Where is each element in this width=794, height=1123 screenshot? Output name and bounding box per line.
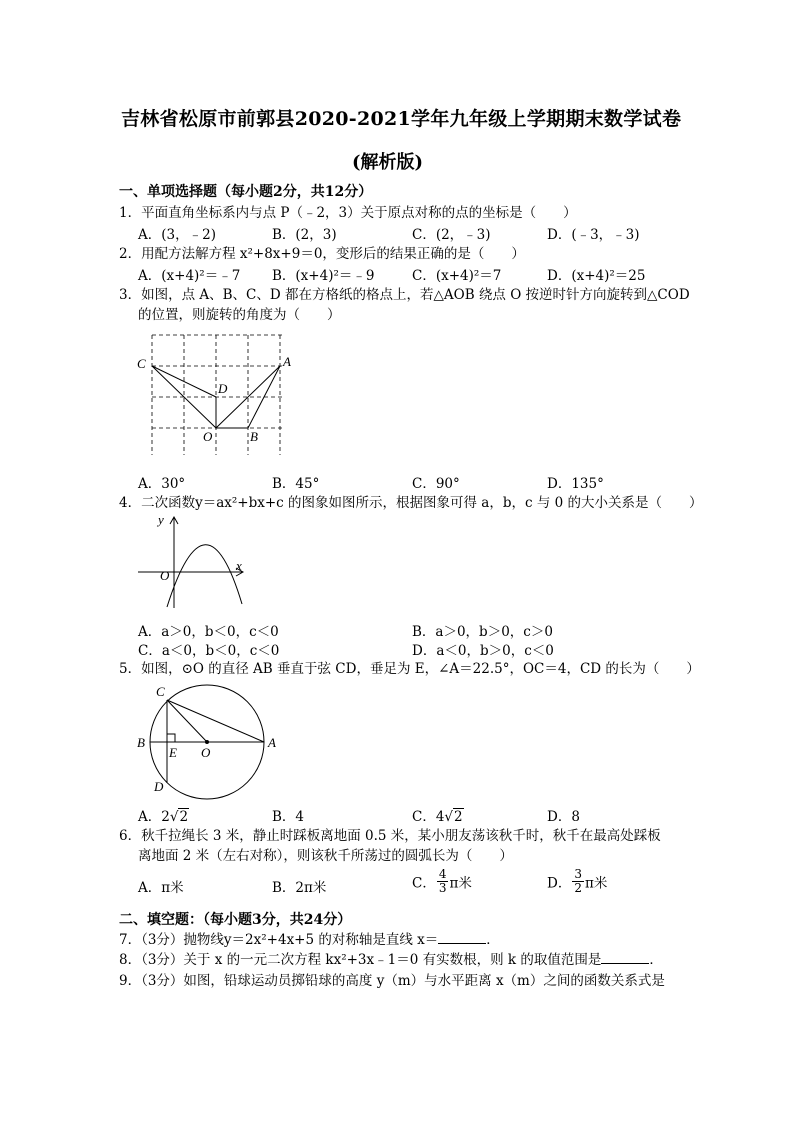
answer-blank[interactable] [601,951,649,964]
grid-label-o: O [203,429,213,444]
question-1-option-d: D．(﹣3，﹣3) [547,227,640,243]
question-3-option-a: A．30° [138,476,186,492]
question-4-parabola-figure [130,512,255,612]
option-d-label: D． [547,875,572,892]
question-5-stem: 5．如图，⊙O 的直径 AB 垂直于弦 CD，垂足为 E，∠A＝22.5°，OC＝4，CD 的长为（ ） [119,661,700,677]
question-5-circle-figure [135,682,285,802]
question-2-option-b: B．(x+4)²＝﹣9 [272,268,375,284]
document-subtitle: (解析版) [352,152,424,173]
grid-label-c: C [137,356,146,371]
circle-label-c: C [156,684,165,699]
question-4-option-c: C．a＜0，b＜0，c＜0 [138,643,280,659]
sqrt-symbol: √ [444,809,454,825]
question-4-option-a: A．a＞0，b＜0，c＜0 [138,624,279,640]
question-6-option-b: B．2π米 [272,880,327,896]
circle-label-e: E [169,745,177,760]
option-a-text: A．2 [138,809,170,825]
question-4-stem: 4．二次函数y＝ax²+bx+c 的图象如图所示，根据图象可得 a，b，c 与 0 的大小关系是（ ） [119,495,703,511]
question-1-option-a: A．(3，﹣2) [138,227,216,243]
grid-label-a: A [283,354,291,369]
option-d-unit: π米 [584,875,608,892]
fraction-numerator: 3 [574,867,582,881]
question-2-stem: 2．用配方法解方程 x²+8x+9＝0，变形后的结果正确的是（ ） [119,246,525,262]
grid-label-d: D [218,381,228,396]
question-8-end: ． [649,952,663,968]
question-6-option-d [547,868,607,895]
question-6-option-c [412,868,472,895]
circle-label-b: B [137,735,145,750]
question-5-option-a [138,805,189,825]
section-heading-1: 一、单项选择题（每小题2分，共12分） [119,184,373,200]
question-4-option-b: B．a＞0，b＞0，c＞0 [412,624,553,640]
fraction-three-halves [572,868,584,895]
option-c-text: C．4 [412,809,445,825]
origin-label: O [160,568,170,583]
circle-label-d: D [154,779,164,794]
question-5-option-b: B．4 [272,809,305,825]
question-5-option-d: D．8 [547,809,580,825]
question-4-option-d: D．a＜0，b＞0，c＜0 [412,643,554,659]
question-9-stem: 9．（3分）如图，铅球运动员掷铅球的高度 y（m）与水平距离 x（m）之间的函数关系式是 [119,973,665,989]
question-8-stem: 8．（3分）关于 x 的一元二次方程 kx²+3x﹣1＝0 有实数根，则 k 的取值范围是 [119,952,602,968]
question-2-option-c: C．(x+4)²＝7 [412,268,502,284]
question-2-option-a: A．(x+4)²＝﹣7 [138,268,241,284]
question-8 [119,951,663,969]
question-3-stem-line1: 3．如图，点 A、B、C、D 都在方格纸的格点上，若△AOB 绕点 O 按逆时针方向旋转到△COD [119,287,690,303]
option-c-label: C． [412,875,436,892]
question-3-stem-line2: 的位置，则旋转的角度为（ ） [138,307,341,323]
option-a-radicand: 2 [179,809,189,825]
fraction-numerator: 4 [438,867,447,881]
question-3-option-d: D．135° [547,476,604,492]
question-5-option-c [412,805,464,825]
question-2-option-d: D．(x+4)²＝25 [547,268,646,284]
question-1-stem: 1．平面直角坐标系内与点 P（﹣2，3）关于原点对称的点的坐标是（ ） [119,205,577,221]
question-7 [119,931,500,949]
question-3-grid-figure [130,330,300,455]
fraction-denominator: 2 [574,881,582,895]
fraction-four-thirds [437,868,449,895]
axis-label-x: x [236,558,242,573]
axis-label-y: y [158,512,164,527]
question-7-stem: 7．（3分）抛物线y＝2x²+4x+5 的对称轴是直线 x＝ [119,932,439,948]
question-1-option-b: B．(2，3) [272,227,337,243]
option-c-unit: π米 [449,875,472,892]
question-7-end: ． [486,932,500,948]
option-c-radicand: 2 [454,809,463,825]
section-heading-2: 二、填空题：（每小题3分，共24分） [119,912,352,928]
question-3-option-c: C．90° [412,476,460,492]
document-title: 吉林省松原市前郭县2020-2021学年九年级上学期期末数学试卷 [121,108,682,130]
question-6-stem-line1: 6．秋千拉绳长 3 米，静止时踩板离地面 0.5 米，某小朋友荡该秋千时，秋千在最高处踩板 [119,828,661,844]
circle-label-a: A [268,735,276,750]
question-6-stem-line2: 离地面 2 米（左右对称），则该秋千所荡过的圆弧长为（ ） [138,848,513,864]
question-6-option-a: A．π米 [138,880,184,896]
circle-label-o: O [201,745,211,760]
answer-blank[interactable] [438,931,486,944]
sqrt-symbol: √ [169,809,179,825]
question-1-option-c: C．(2，﹣3) [412,227,491,243]
fraction-denominator: 3 [438,881,447,895]
grid-label-b: B [250,429,258,444]
question-3-option-b: B．45° [272,476,320,492]
